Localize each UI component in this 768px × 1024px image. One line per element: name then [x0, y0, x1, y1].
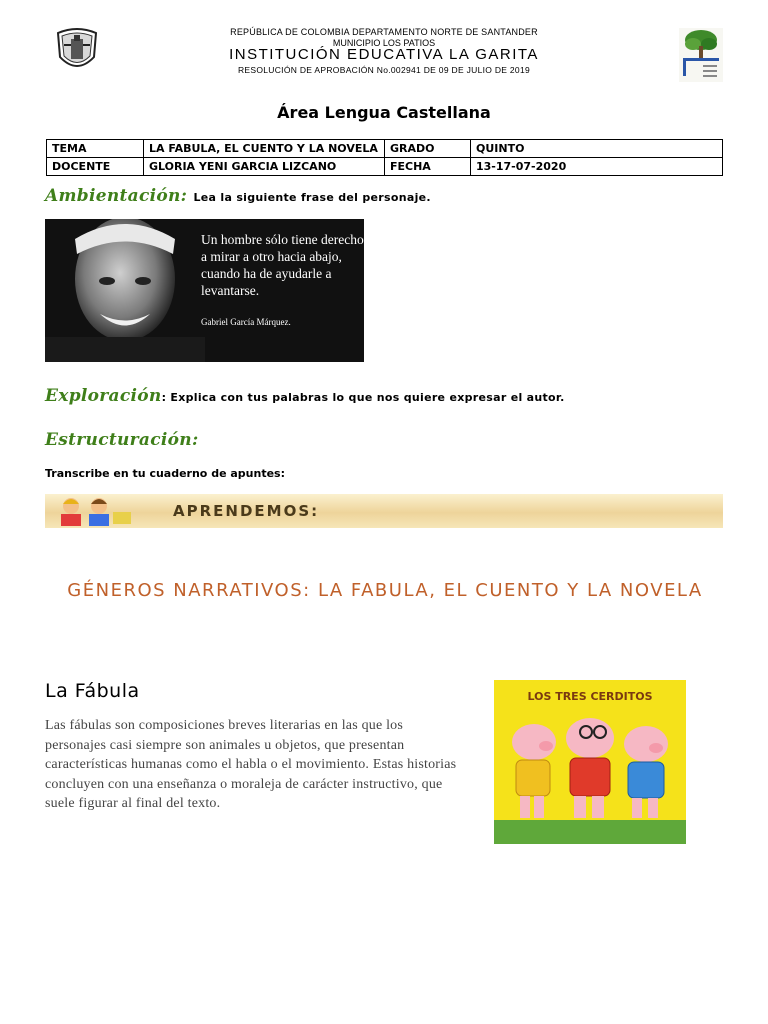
banner-text: APRENDEMOS:	[173, 502, 320, 520]
ambientacion-text: Lea la siguiente frase del personaje.	[193, 191, 431, 204]
fabula-title: La Fábula	[45, 680, 140, 702]
quote-author: Gabriel García Márquez.	[201, 317, 291, 327]
quote-text: Un hombre sólo tiene derecho a mirar a otro hacia abajo, cuando ha de ayudarle a levantarse.	[201, 232, 364, 298]
header-line-country: REPÚBLICA DE COLOMBIA DEPARTAMENTO NORTE DE SANTANDER	[230, 27, 538, 37]
exploracion-heading	[45, 386, 565, 406]
table-cell: GRADO	[385, 140, 471, 158]
portrait-image	[45, 219, 205, 362]
table-cell: DOCENTE	[47, 158, 144, 176]
table-cell: LA FABULA, EL CUENTO Y LA NOVELA	[144, 140, 385, 158]
aprendemos-banner	[45, 494, 723, 528]
table-row	[47, 140, 723, 158]
exploracion-label: Exploración	[45, 386, 162, 406]
table-cell: QUINTO	[471, 140, 723, 158]
kids-illustration	[51, 496, 161, 526]
estructuracion-heading: Estructuración:	[45, 430, 199, 450]
tree-logo	[679, 28, 723, 82]
transcribe-instruction: Transcribe en tu cuaderno de apuntes:	[45, 467, 285, 480]
exploracion-text: : Explica con tus palabras lo que nos quiere expresar el autor.	[161, 391, 565, 404]
ambientacion-heading	[45, 186, 431, 206]
resolution-text: RESOLUCIÓN DE APROBACIÓN No.002941 DE 09 DE JULIO DE 2019	[237, 65, 531, 75]
three-little-pigs-image	[494, 680, 686, 844]
fabula-body: Las fábulas son composiciones breves literarias en las que los personajes casi siempre son animales u objetos, que presentan características humanas como el habla o el movimiento. Estas historias concluyen con una enseñanza o moraleja de carácter instructivo, que suele figurar al final del texto.	[45, 718, 457, 811]
header-line-municipality: MUNICIPIO LOS PATIOS	[332, 38, 436, 48]
institution-name: INSTITUCIÓN EDUCATIVA LA GARITA	[229, 46, 539, 63]
table-cell: TEMA	[47, 140, 144, 158]
table-row	[47, 158, 723, 176]
area-title: Área Lengua Castellana	[277, 103, 491, 122]
info-table	[46, 139, 723, 176]
table-cell: FECHA	[385, 158, 471, 176]
generos-title: GÉNEROS NARRATIVOS: LA FABULA, EL CUENTO Y LA NOVELA	[67, 580, 703, 601]
ambientacion-label: Ambientación:	[45, 186, 188, 206]
quote-image	[45, 219, 364, 362]
table-cell: 13-17-07-2020	[471, 158, 723, 176]
pigs-image-title: LOS TRES CERDITOS	[527, 690, 653, 703]
table-cell: GLORIA YENI GARCIA LIZCANO	[144, 158, 385, 176]
